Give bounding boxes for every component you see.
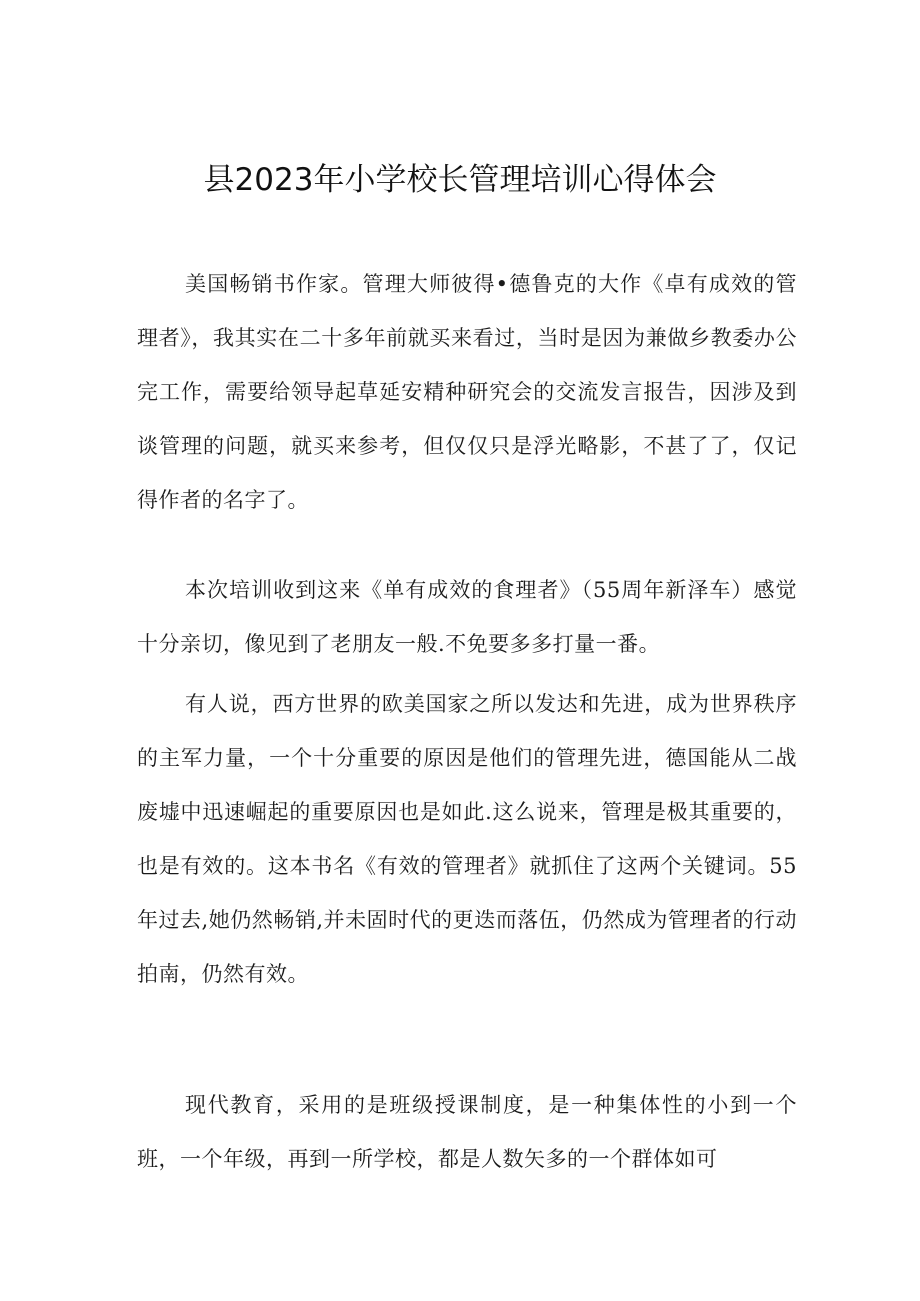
paragraph-4: 现代教育，采用的是班级授课制度，是一种集体性的小到一个班，一个年级，再到一所学校，都是人数矢多的一个群体如可 (137, 1093, 797, 1171)
paragraph-2: 本次培训收到这来《单有成效的食理者》（55周年新泽车）感觉十分亲切，像见到了老朋友一般.不免要多多打量一番。 (137, 578, 797, 656)
paragraph-3: 有人说，西方世界的欧美国家之所以发达和先进，成为世界秩序的主军力量，一个十分重要的原因是他们的管理先进，德国能从二战废墟中迅速崛起的重要原因也是如此.这么说来，管理是极其重要的，也是有效的。这本书名《有效的管理者》就抓住了这两个关键词。55年过去,她仍然畅销,并未固时代的更迭而落伍，仍然成为管理者的行动拍南，仍然有效。 (137, 692, 797, 986)
document-title: 县2023年小学校长管理培训心得体会 (203, 162, 717, 198)
paragraph-1: 美国畅销书作家。管理大师彼得•德鲁克的大作《卓有成效的管理者》，我其实在二十多年前就买来看过，当时是因为兼做乡教委办公完工作，需要给领导起草延安精种研究会的交流发言报告，因涉及到谈管理的问题，就买来参考，但仅仅只是浮光略影，不甚了了，仅记得作者的名字了。 (137, 272, 797, 512)
